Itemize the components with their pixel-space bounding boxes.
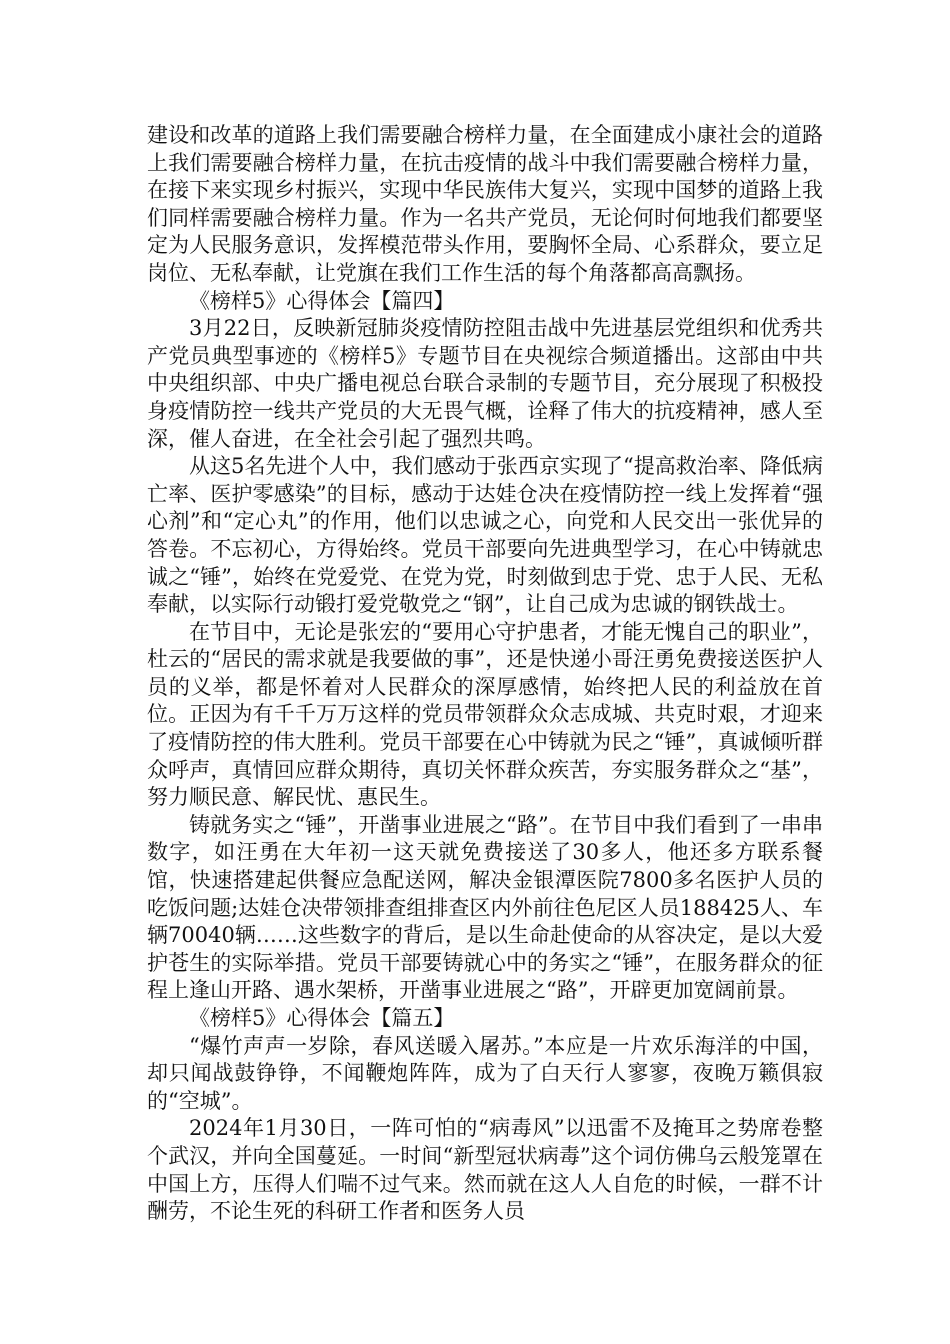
paragraph: 3月22日，反映新冠肺炎疫情防控阻击战中先进基层党组织和优秀共产党员典型事迹的《榜样5》专题节目在央视综合频道播出。这部由中共中央组织部、中央广播电视总台联合录制的专题节目，充分展现了积极投身疫情防控一线共产党员的大无畏气概，诠释了伟大的抗疫精神，感人至深，催人奋进，在全社会引起了强烈共鸣。 xyxy=(147,316,823,451)
paragraph: 从这5名先进个人中，我们感动于张西京实现了“提高救治率、降低病亡率、医护零感染”的目标，感动于达娃仓决在疫情防控一线上发挥着“强心剂”和“定心丸”的作用，他们以忠诚之心，向党和人民交出一张优异的答卷。不忘初心，方得始终。党员干部要向先进典型学习，在心中铸就忠诚之“锤”，始终在党爱党、在党为党，时刻做到忠于党、忠于人民、无私奉献，以实际行动锻打爱党敬党之“钢”，让自己成为忠诚的钢铁战士。 xyxy=(147,454,823,617)
paragraph: “爆竹声声一岁除，春风送暖入屠苏。”本应是一片欢乐海洋的中国，却只闻战鼓铮铮，不闻鞭炮阵阵，成为了白天行人寥寥，夜晚万籁俱寂的“空城”。 xyxy=(147,1033,823,1113)
paragraph: 2024年1月30日，一阵可怕的“病毒风”以迅雷不及掩耳之势席卷整个武汉，并向全国蔓延。一时间“新型冠状病毒”这个词仿佛乌云般笼罩在中国上方，压得人们喘不过气来。然而就在这人人自危的时候，一群不计酬劳，不论生死的科研工作者和医务人员 xyxy=(147,1116,823,1224)
section-heading-part5: 《榜样5》心得体会【篇五】 xyxy=(189,1006,455,1030)
paragraph: 铸就务实之“锤”，开凿事业进展之“路”。在节目中我们看到了一串串数字，如汪勇在大年初一这天就免费接送了30多人，他还多方联系餐馆，快速搭建起供餐应急配送网，解决金银潭医院7800多名医护人员的吃饭问题;达娃仓决带领排查组排查区内外前往色尼区人员188425人、车辆70040辆……这些数字的背后，是以生命赴使命的从容决定，是以大爱护苍生的实际举措。党员干部要铸就心中的务实之“锤”，在服务群众的征程上逢山开路、遇水架桥，开凿事业进展之“路”，开辟更加宽阔前景。 xyxy=(147,812,823,1003)
document-body xyxy=(147,122,823,1226)
paragraph-continued: 建设和改革的道路上我们需要融合榜样力量，在全面建成小康社会的道路上我们需要融合榜样力量，在抗击疫情的战斗中我们需要融合榜样力量，在接下来实现乡村振兴，实现中华民族伟大复兴，实现中国梦的道路上我们同样需要融合榜样力量。作为一名共产党员，无论何时何地我们都要坚定为人民服务意识，发挥模范带头作用，要胸怀全局、心系群众，要立足岗位、无私奉献，让党旗在我们工作生活的每个角落都高高飘扬。 xyxy=(147,123,823,285)
paragraph: 在节目中，无论是张宏的“要用心守护患者，才能无愧自己的职业”，杜云的“居民的需求就是我要做的事”，还是快递小哥汪勇免费接送医护人员的义举，都是怀着对人民群众的深厚感情，始终把人民的利益放在首位。正因为有千千万万这样的党员带领群众众志成城、共克时艰，才迎来了疫情防控的伟大胜利。党员干部要在心中铸就为民之“锤”，真诚倾听群众呼声，真情回应群众期待，真切关怀群众疾苦，夯实服务群众之“基”，努力顺民意、解民忧、惠民生。 xyxy=(147,619,823,810)
section-heading-part4: 《榜样5》心得体会【篇四】 xyxy=(189,288,455,313)
